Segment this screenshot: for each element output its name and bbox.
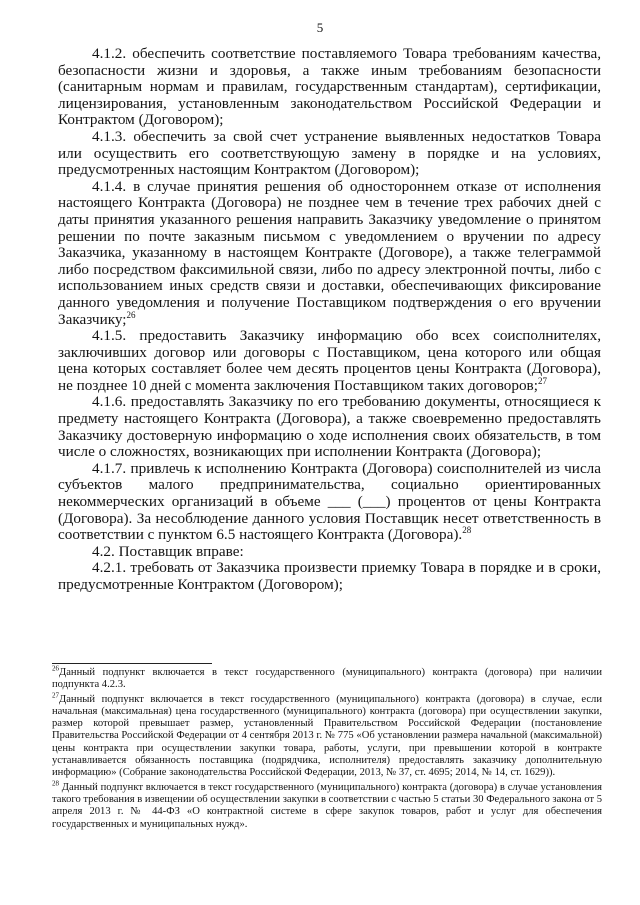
clause-4-1-6: 4.1.6. предоставлять Заказчику по его требованию документы, относящиеся к предмету настоящего Контракта (Договора), а также своевременно предоставлять Заказчику достоверную информацию о ходе исполнения своих обязательств, в том числе о сложностях, возникающих при исполнении Контракта (Договора); (58, 393, 601, 461)
footnote-28: $^{28}$ Данный подпункт включается в текст государственного (муниципального) контракта (договора) в случае установления такого требования в извещении об осуществлении закупки в соответствии с частью 5 статьи 30 Федерального закона от 5 апреля 2013 г. № 44-ФЗ «О контрактной системе в сфере закупок товаров, работ и услуг для обеспечения государственных и муниципальных нужд». (52, 779, 602, 830)
clause-4-1-2: 4.1.2. обеспечить соответствие поставляемого Товара требованиям качества, безопасности жизни и здоровья, а также иным требованиям безопасности (санитарным нормам и правилам, государственным стандартам), сертификации, лицензирования, установленным законодательством Российской Федерации и Контрактом (Договором); (58, 45, 601, 129)
clause-4-2-1: 4.2.1. требовать от Заказчика произвести приемку Товара в порядке и в сроки, предусмотренные Контрактом (Договором); (58, 559, 601, 593)
footnote-mark: 26 (52, 664, 59, 673)
clause-4-1-3: 4.1.3. обеспечить за свой счет устранение выявленных недостатков Товара или осуществить его соответствующую замену в порядке и на условиях, предусмотренных настоящим Контрактом (Договором); (58, 127, 601, 179)
footnote-divider (52, 663, 212, 664)
footnote-mark: 28 (52, 779, 59, 788)
footnote-ref-27[interactable]: 27 (537, 375, 547, 386)
footnotes (52, 664, 602, 833)
footnote-ref-26[interactable]: 26 (126, 309, 136, 320)
clause-4-1-4: 4.1.4. в случае принятия решения об одностороннем отказе от исполнения настоящего Контракта (Договора) не позднее чем в течение трех рабочих дней с даты принятия указанного решения направить Заказчику уведомление о принятом решении по почте заказным письмом с уведомлением о вручении по адресу Заказчика, указанному в настоящем Контракте (Договоре), а также телеграммой либо посредством факсимильной связи, либо по адресу электронной почты, либо с использованием иных средств связи и доставки, обеспечивающих фиксирование данного уведомления и получение Поставщиком подтверждения о его вручении Заказчику;$^{26}$ (58, 177, 601, 328)
clause-4-2: 4.2. Поставщик вправе: (92, 542, 244, 560)
footnote-26: $^{26}$Данный подпункт включается в текст государственного (муниципального) контракта (договора) при наличии подпункта 4.2.3. (52, 664, 602, 691)
clause-4-1-7: 4.1.7. привлечь к исполнению Контракта (Договора) соисполнителей из числа субъектов малого предпринимательства, социально ориентированных некоммерческих организаций в объеме ___ (___) процентов от цены Контракта (Договора). За несоблюдение данного условия Поставщик несет ответственность в соответствии с пунктом 6.5 настоящего Контракта (Договора).$^{28}$ (58, 459, 601, 544)
footnote-27: $^{27}$Данный подпункт включается в текст государственного (муниципального) контракта (договора) в случае, если начальная (максимальная) цена государственного (муниципального) контракта (договора) при осуществлении закупки, размер которой превышает размер, установленный Правительством Российской Федерации (постановление Правительства Российской Федерации от 4 сентября 2013 г. № 775 «Об установлении размера начальной (максимальной) цены контракта при осуществлении закупки товара, работы, услуги, при превышении которой в контракте устанавливается обязанность поставщика (подрядчика, исполнителя) предоставлять заказчику дополнительную информацию» (Собрание законодательства Российской Федерации, 2013, № 37, ст. 4695; 2014, № 14, ст. 1629)). (52, 691, 602, 779)
footnote-mark: 27 (52, 691, 59, 700)
footnote-ref-28[interactable]: 28 (462, 525, 472, 536)
contract-body (58, 46, 601, 594)
page-number: 5 (316, 20, 324, 35)
clause-4-1-5: 4.1.5. предоставить Заказчику информацию обо всех соисполнителях, заключивших договор или договоры с Поставщиком, цена которого или общая цена которых составляет более чем десять процентов цены Контракта (Договора), не позднее 10 дней с момента заключения Поставщиком таких договоров;$^{27}$ (58, 327, 601, 394)
